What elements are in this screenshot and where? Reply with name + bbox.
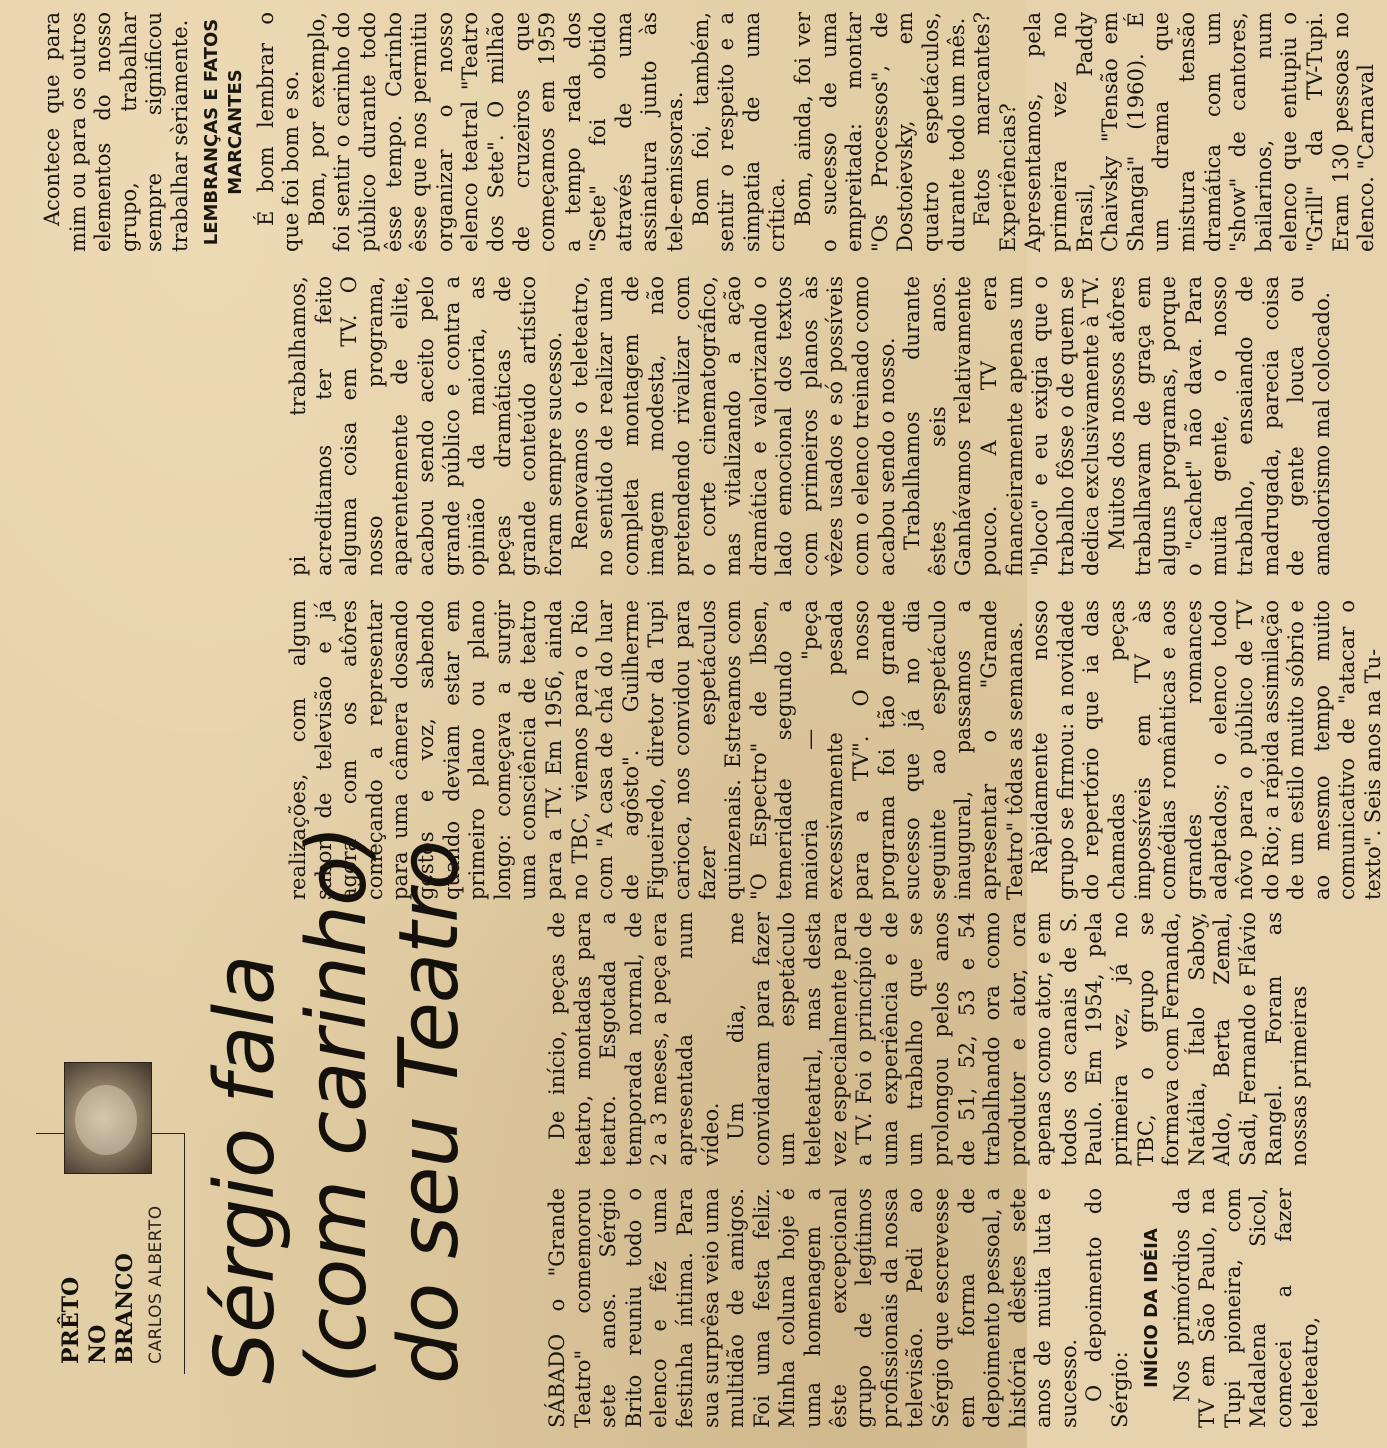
column-name: PRÊTO NO BRANCO <box>58 1253 138 1364</box>
paragraph: É bom lembrar o que foi bom e so. <box>253 12 304 252</box>
paragraph: Renovamos o teleteatro, no sentido de realizar uma completa montagem de imagem modesta, não pretendendo rivalizar com o corte cinematográfico, mas vitalizando a ação dramática e valorizando o lado emocional dos textos com primeiros planos às vêzes usados e só possíveis com o elenco treinado como acabou sendo o nosso. <box>567 276 899 576</box>
paragraph: Bom, por exemplo, foi sentir o carinho do público durante todo êsse tempo. Carinho êsse que nos permitiu organizar o nosso elenco teatral "Teatro dos Sete". O milhão de cruzeiros que começamos em 1959 a tempo rada dos "Sete" foi obtido através de uma assinatura junto às tele-emissoras. <box>304 12 688 252</box>
photo-face-area <box>75 1085 137 1155</box>
headline-line-2: (com carinho) <box>290 825 385 1384</box>
subheading: INÍCIO DA IDÉIA <box>1140 1228 1162 1388</box>
paragraph: realizações, com algum sabor de televisão e já agora com os atôres começando a representar para uma câmera dosando gestos e voz, sabendo quando deviam estar em primeiro plano ou plano longo: começava a surgir uma consciência de teatro para a TV. Em 1956, ainda no TBC, viemos para o Rio com "A casa de chá do luar de agôsto". Guilherme Figueiredo, diretor da Tupi carioca, nos convidou para fazer espetáculos quinzenais. Estreamos com "O Espectro" de Ibsen, temeridade segundo a maioria — "peça excessivamente pesada para a TV". O nosso programa foi tão grande sucesso que já no dia seguinte ao espetáculo inaugural, passamos a apresentar o "Grande Teatro" tôdas as semanas. <box>286 600 1027 900</box>
headline-line-1: Sérgio fala <box>198 955 293 1384</box>
paragraph: Muitos dos nossos atôres trabalhavam de graça em alguns programas, porque o "cachet" não dava. Para muita gente, o nosso trabalho, ensaiando de madrugada, parecia coisa de gente louca ou amadorismo mal colocado. <box>1105 276 1334 576</box>
paragraph: Bom, ainda, foi ver o sucesso de uma empreitada: montar "Os Processos", de Dostoievsky, em quatro espetáculos, durante todo um mês. <box>791 12 969 252</box>
headline-line-3: do seu Teatro <box>382 840 477 1384</box>
paragraph: Trabalhamos durante êstes seis anos. Ganhávamos relativamente pouco. A TV era financeiramente apenas um "bloco" e eu exigia que o trabalho fôsse o de quem se dedica exclusivamente à TV. <box>900 276 1104 576</box>
paragraph: Nos primórdios da TV em São Paulo, na Tupi pioneira, com Madalena Sicol, comecei a fazer teleteatro, <box>1169 1188 1322 1428</box>
text-column-5 <box>40 12 1379 252</box>
paragraph: Acontece que para mim ou para os outros elementos do nosso grupo, trabalhar sempre significou trabalhar sèriamente. <box>40 12 192 252</box>
text-column-4 <box>286 276 1334 576</box>
text-column-3 <box>286 600 1385 900</box>
text-column-1 <box>545 1187 1322 1428</box>
paragraph: Um dia, me convidaram para fazer um espetáculo teleteatral, mas desta vez especialmente para a TV. Foi o princípio de uma experiência e de um trabalho que se prolongou pelos anos de 51, 52, 53 e 54 trabalhando ora como produtor e ator, ora apenas como ator, e em todos os canais de S. Paulo. Em 1954, pela primeira vez, já no TBC, o grupo se formava com Fernanda, Natália, Ítalo Saboy, Aldo, Berta Zemal, Sadi, Fernando e Flávio Rangel. Foram as nossas primeiras <box>724 912 1312 1166</box>
paragraph: SÁBADO o "Grande Teatro" comemorou sete anos. Sérgio Brito reuniu todo o elenco e fêz uma festinha íntima. Para sua surprêsa veio uma multidão de amigos. Foi uma festa feliz. Minha coluna hoje é uma homenagem a êste excepcional grupo de legítimos profissionais da nossa televisão. Pedi ao Sérgio que escrevesse em forma de depoimento pessoal, a história dêstes sete anos de muita luta e sucesso. <box>545 1187 1081 1428</box>
author-byline: CARLOS ALBERTO <box>146 1205 166 1364</box>
paragraph: De início, peças de teatro, montadas para teatro. Esgotada a temporada normal, de 2 a 3 meses, a peça era apresentada num vídeo. <box>545 912 723 1166</box>
paragraph: Fatos marcantes? Experiências? Apresentamos, pela primeira vez no Brasil, Paddy Chaivsky "Tensão em Shangai" (1960). É um drama que mistura tensão dramática com um "show" de cantores, bailarinos, num elenco que entupiu o "Grill" da TV-Tupi. Eram 130 pessoas no elenco. "Carnaval <box>970 12 1379 252</box>
paragraph: Bom foi, também, sentir o respeito e a simpatia de uma crítica. <box>688 12 790 252</box>
paragraph: pi trabalhamos, acreditamos ter feito alguma coisa em TV. O nosso programa, aparentemente de elite, acabou sendo aceito pelo grande público e contra a opinião da maioria, as peças dramáticas de grande conteúdo artístico foram sempre sucesso. <box>286 276 566 576</box>
subheading: LEMBRANÇAS E FATOS MARCANTES <box>200 18 246 246</box>
paragraph: Ràpidamente nosso grupo se firmou: a novidade do repertório que ia das chamadas peças impossíveis em TV às comédias românticas e aos grandes romances adaptados; o elenco todo nôvo para o público de TV do Rio; a rápida assimilação de um estilo muito sóbrio e ao mesmo tempo muito comunicativo de "atacar o texto". Seis anos na Tu- <box>1028 600 1385 900</box>
text-column-2 <box>545 912 1312 1166</box>
author-photo <box>64 1062 152 1174</box>
paragraph: O depoimento do Sérgio: <box>1082 1188 1133 1428</box>
